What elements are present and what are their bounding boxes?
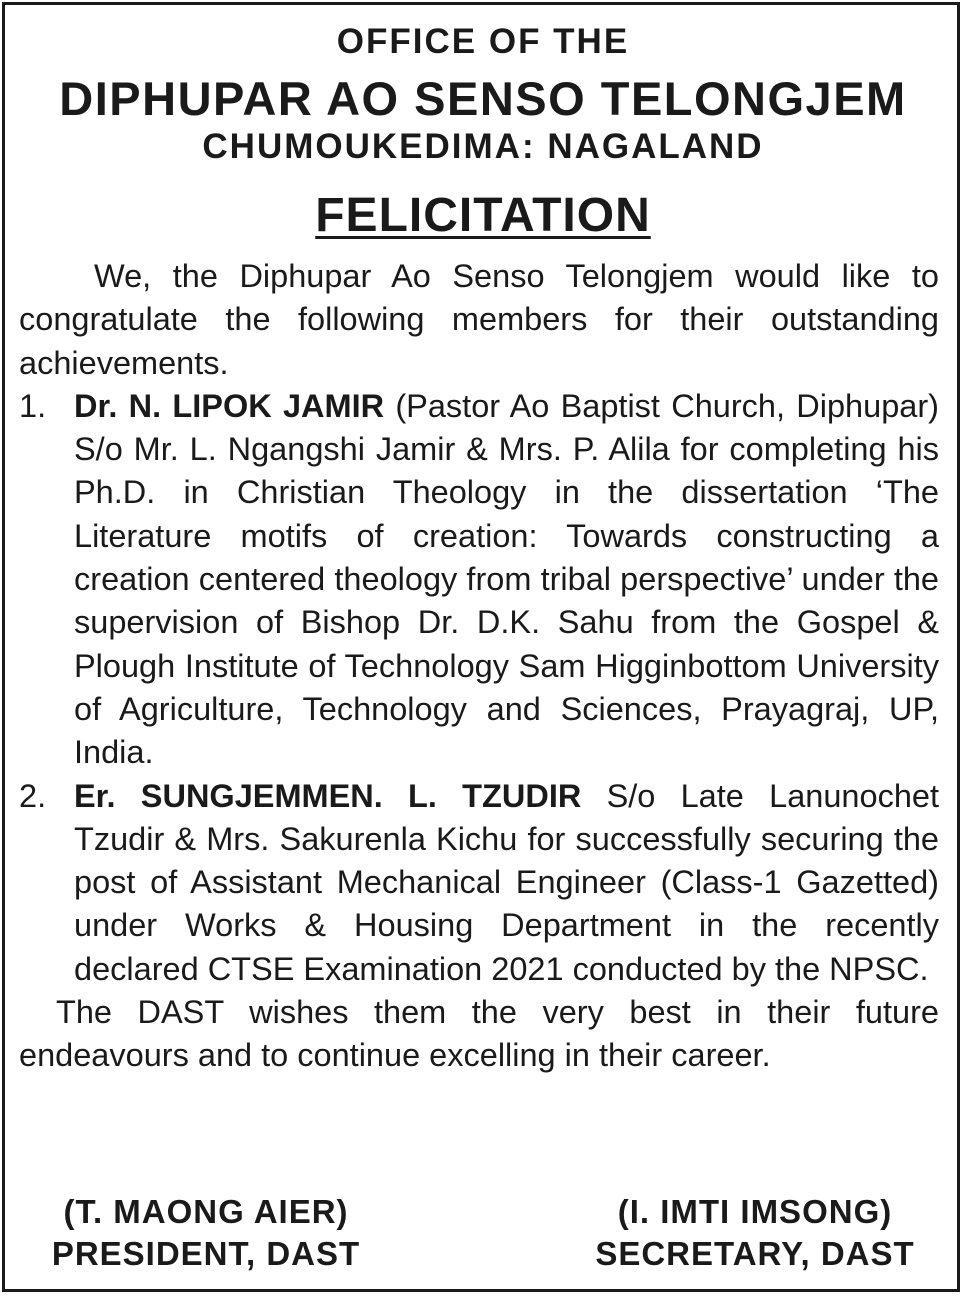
signature-secretary: [592, 1191, 918, 1275]
signature-president: [48, 1191, 364, 1275]
location-line: CHUMOUKEDIMA: NAGALAND: [202, 127, 764, 166]
organization-name: DIPHUPAR AO SENSO TELONGJEM: [59, 72, 907, 125]
signatory-title: SECRETARY, DAST: [595, 1235, 915, 1272]
notice-body: [19, 255, 939, 1078]
intro-paragraph: We, the Diphupar Ao Senso Telongjem would like to congratulate the following members for their outstanding achievements.: [19, 258, 939, 381]
signatory-name: (I. IMTI IMSONG): [617, 1193, 893, 1230]
honoree-description: (Pastor Ao Baptist Church, Diphupar) S/o Mr. L. Ngangshi Jamir & Mrs. P. Alila for completing his Ph.D. in Christian Theology in the dissertation ‘The Literature motifs of creation: Towards constructing a creation centered theology from tribal perspective’ under the supervision of Bishop Dr. D.K. Sahu from the Gospel & Plough Institute of Technology Sam Higginbottom University of Agriculture, Technology and Sciences, Prayagraj, UP, India.: [74, 387, 939, 771]
signatory-name: (T. MAONG AIER): [63, 1193, 349, 1230]
item-number: 1.: [19, 387, 47, 424]
honoree-name: Dr. N. LIPOK JAMIR: [74, 387, 385, 424]
notice-title: FELICITATION: [315, 189, 651, 242]
signatory-title: PRESIDENT, DAST: [51, 1235, 361, 1272]
honoree-name: Er. SUNGJEMMEN. L. TZUDIR: [74, 777, 582, 814]
item-number: 2.: [19, 777, 47, 814]
felicitation-item-1: [19, 385, 939, 775]
honoree-description: S/o Late Lanunochet Tzudir & Mrs. Sakurenla Kichu for successfully securing the post of Assistant Mechanical Engineer (Class-1 Gazetted) under Works & Housing Department in the recently declared CTSE Examination 2021 conducted by the NPSC.: [74, 777, 939, 987]
office-heading: OFFICE OF THE: [336, 22, 630, 61]
notice-title-wrapper: [0, 188, 966, 243]
felicitation-item-2: [19, 775, 939, 991]
closing-paragraph: The DAST wishes them the very best in their future endeavours and to continue excelling in their career.: [19, 994, 939, 1074]
